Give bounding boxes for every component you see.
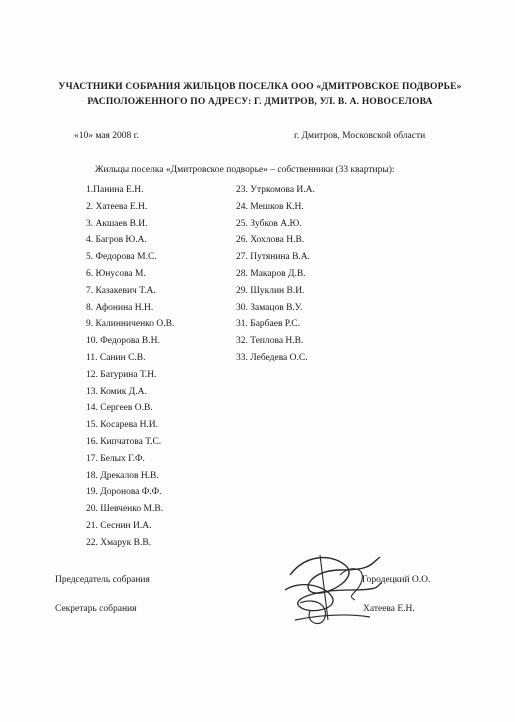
title-line-2: РАСПОЛОЖЕННОГО ПО АДРЕСУ: Г. ДМИТРОВ, УЛ. В. А. НОВОСЕЛОВА (87, 97, 433, 107)
list-item: 32. Теплова Н.В. (236, 336, 304, 347)
list-item: 17. Белых Г.Ф. (86, 453, 145, 464)
list-item: 1.Панина Е.Н. (86, 185, 144, 195)
list-item: 26. Хохлова Н.В. (236, 235, 305, 246)
meeting-place: г. Дмитров, Московской области (294, 131, 426, 141)
list-item: 25. Зубков А.Ю. (236, 218, 302, 229)
list-item: 20. Шевченко М.В. (86, 504, 164, 515)
list-item: 24. Мешков К.Н. (236, 201, 304, 212)
list-item: 31. Барбаев Р.С. (236, 319, 300, 330)
list-item: 15. Косарева Н.И. (86, 420, 159, 431)
secretary-role: Секретарь собрания (55, 604, 137, 614)
list-item: 8. Афонина Н.Н. (86, 302, 154, 313)
list-item: 30. Замацов В.У. (236, 302, 303, 313)
meeting-date: «10» мая 2008 г. (74, 131, 139, 141)
list-item: 10. Федорова В.Н. (86, 336, 160, 347)
list-item: 7. Казакевич Т.А. (86, 285, 156, 296)
list-item: 28. Макаров Д.В. (236, 268, 306, 279)
title-line-1: УЧАСТНИКИ СОБРАНИЯ ЖИЛЬЦОВ ПОСЕЛКА ООО «ДМИТРОВСКОЕ ПОДВОРЬЕ» (58, 82, 462, 92)
list-item: 9. Калинниченко О.В. (86, 319, 175, 330)
list-item: 11. Санин С.В. (86, 352, 146, 363)
residents-intro: Жильцы поселка «Дмитровское подворье» – собственники (33 квартиры): (95, 165, 395, 175)
list-item: 29. Шуклин В.И. (236, 285, 305, 296)
list-item: 5. Федорова М.С. (86, 252, 157, 263)
list-item: 2. Хатеева Е.Н. (86, 201, 148, 212)
list-item: 21. Сеснин И.А. (86, 520, 152, 531)
list-item: 4. Багров Ю.А. (86, 235, 147, 246)
list-item: 12. Батурина Т.Н. (86, 369, 157, 380)
list-item: 14. Сергеев О.В. (86, 403, 153, 414)
list-item: 19. Доронова Ф.Ф. (86, 487, 162, 498)
list-item: 16. Кипчатова Т.С. (86, 436, 162, 447)
residents-list-left (86, 182, 174, 552)
list-item: 3. Акшаев В.И. (86, 218, 148, 229)
residents-list-right (236, 182, 315, 367)
list-item: 27. Путянина В.А. (236, 252, 311, 263)
list-item: 13. Комик Д.А. (86, 386, 147, 397)
secretary-name: Хатеева Е.Н. (363, 604, 415, 614)
list-item: 33. Лебедева О.С. (236, 352, 308, 363)
chair-role: Председатель собрания (55, 575, 150, 585)
handwritten-signature (270, 535, 390, 630)
list-item: 23. Утркомова И.А. (236, 185, 315, 195)
chair-name: Городецкий О.О. (362, 575, 431, 585)
list-item: 6. Юнусова М. (86, 268, 146, 279)
list-item: 18. Дрекалов Н.В. (86, 470, 159, 481)
list-item: 22. Хмарук В.В. (86, 537, 152, 548)
